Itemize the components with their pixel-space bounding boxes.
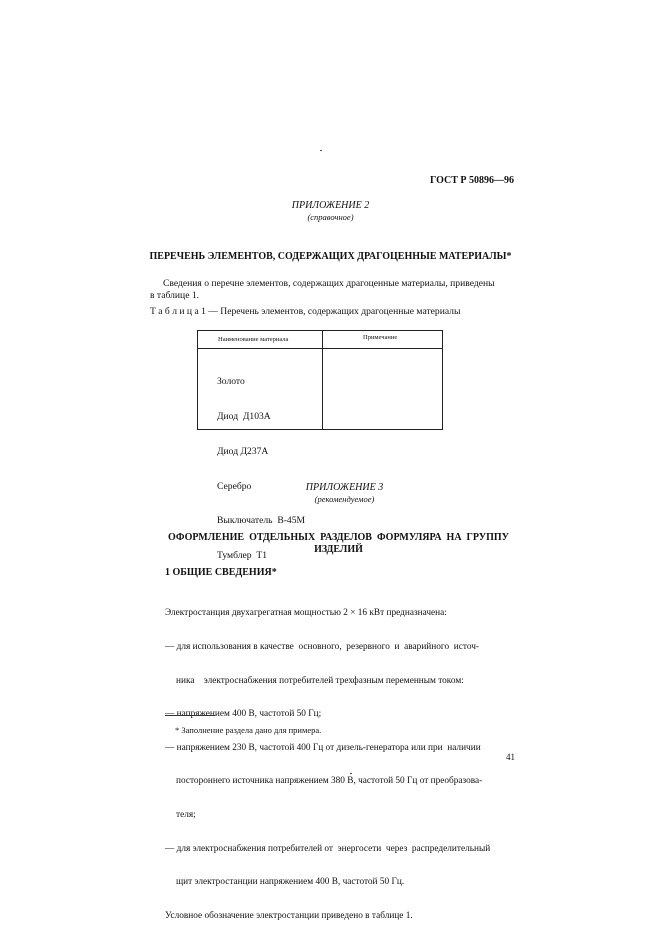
- column-header: Примечание: [363, 334, 398, 341]
- scan-speck: [350, 773, 352, 774]
- footnote-rule: [165, 715, 215, 716]
- paragraph-line: в таблице 1.: [150, 290, 200, 301]
- body-line: — для электроснабжения потребителей от энергосети через распределительный: [165, 843, 491, 854]
- body-line: — для использования в качестве основного, резервного и аварийного источ-: [165, 642, 480, 653]
- table-caption: Т а б л и ц а 1 — Перечень элементов, содержащих драгоценные материалы: [150, 306, 461, 317]
- footnote: * Заполнение раздела дано для примера.: [175, 725, 322, 735]
- appendix-3-kind: (рекомендуемое): [314, 494, 375, 504]
- appendix-3-heading: ОФОРМЛЕНИЕ ОТДЕЛЬНЫХ РАЗДЕЛОВ ФОРМУЛЯРА НА ГРУППУ: [167, 532, 510, 543]
- table-row: Серебро: [217, 480, 252, 492]
- table-row: Диод Д237А: [217, 445, 269, 457]
- standard-code: ГОСТ Р 50896—96: [430, 175, 515, 186]
- body-line: щит электростанции напряжением 400 В, частотой 50 Гц.: [176, 877, 405, 888]
- column-divider: [322, 331, 323, 429]
- appendix-3-title: ПРИЛОЖЕНИЕ 3: [305, 482, 384, 493]
- body-line: Условное обозначение электростанции приведено в таблице 1.: [165, 910, 413, 921]
- appendix-2-heading: ПЕРЕЧЕНЬ ЭЛЕМЕНТОВ, СОДЕРЖАЩИХ ДРАГОЦЕННЫЕ МАТЕРИАЛЫ*: [149, 251, 512, 262]
- appendix-2-kind: (справочное): [307, 212, 354, 222]
- table-row: Диод Д103А: [217, 410, 271, 422]
- body-line: постороннего источника напряжением 380 В, частотой 50 Гц от преобразова-: [176, 776, 483, 787]
- body-line: ника электроснабжения потребителей трехфазным переменным током:: [176, 675, 464, 686]
- appendix-2-title: ПРИЛОЖЕНИЕ 2: [291, 200, 370, 211]
- body-line: теля;: [176, 810, 196, 821]
- table-row: Выключатель В-45М: [217, 515, 306, 527]
- page-number: 41: [506, 752, 515, 762]
- table-row: Золото: [217, 376, 245, 388]
- appendix-3-heading: ИЗДЕЛИЙ: [314, 544, 363, 555]
- scan-speck: [320, 150, 322, 151]
- body-line: — напряжением 230 В, частотой 400 Гц от дизель-генератора или при наличии: [165, 742, 481, 753]
- table-header: [198, 331, 442, 349]
- body-line: Электростанция двухагрегатная мощностью 2 × 16 кВт предназначена:: [165, 608, 447, 619]
- section-heading: 1 ОБЩИЕ СВЕДЕНИЯ*: [165, 567, 277, 578]
- body-line: — напряжением 400 В, частотой 50 Гц;: [165, 709, 322, 720]
- paragraph-line: Сведения о перечне элементов, содержащих драгоценные материалы, приведены: [163, 278, 495, 289]
- section-body: [165, 586, 490, 933]
- column-header: Наименование материала: [218, 336, 289, 343]
- table-row: Тумблер Т1: [217, 550, 268, 562]
